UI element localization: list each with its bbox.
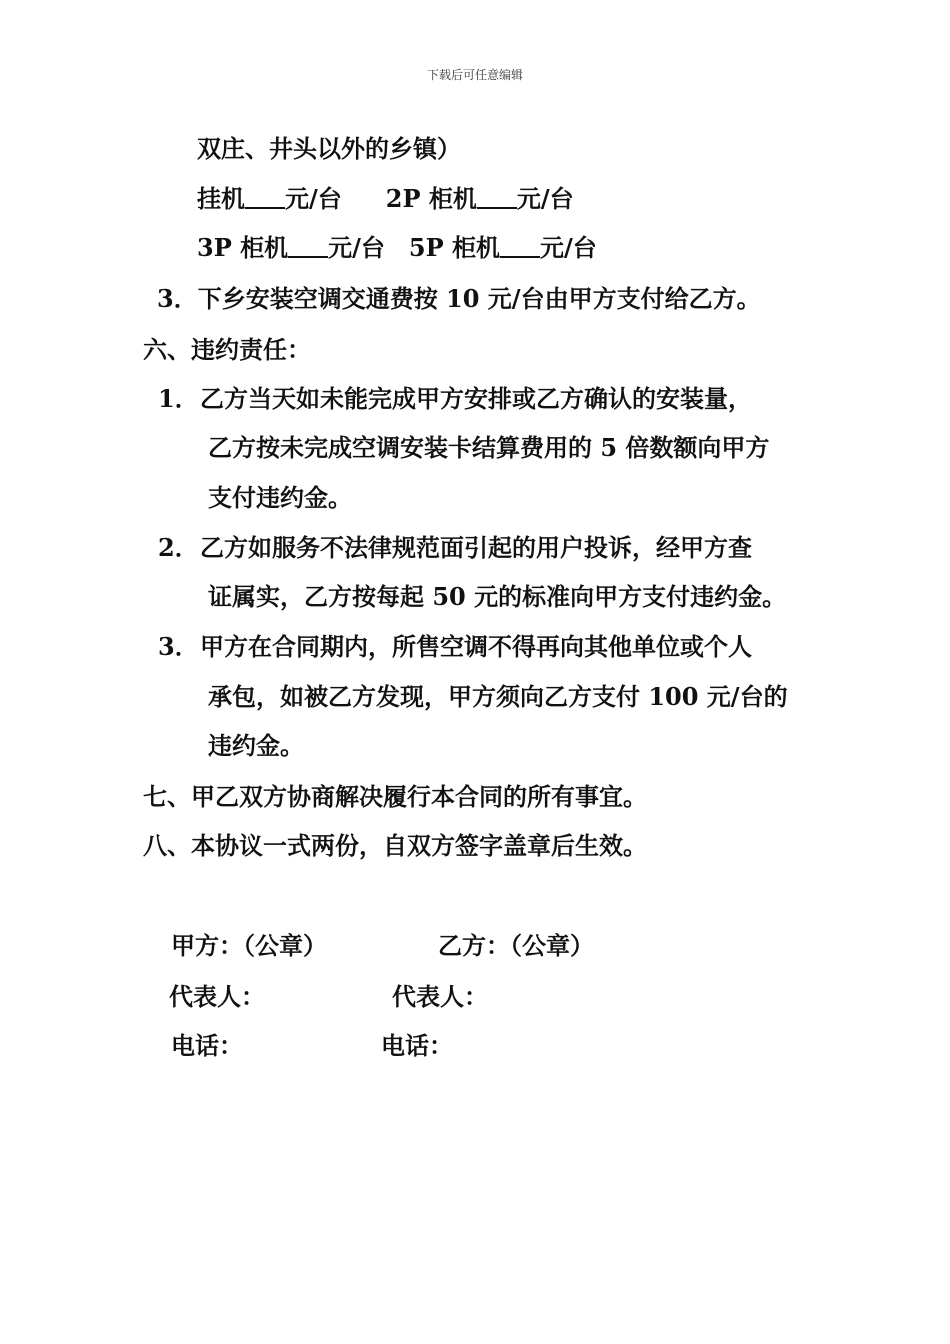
breach-item-2-line-2: 证属实，乙方按每起 50 元的标准向甲方支付违约金。	[208, 582, 787, 611]
party-b-phone-label: 电话：	[381, 1031, 453, 1060]
breach-item-1-number: 1．	[158, 384, 199, 413]
cabinet-3p-suffix: 元/台	[328, 233, 385, 262]
townships-line: 双庄、井头以外的乡镇）	[197, 134, 461, 163]
breach-item-1-line-2: 乙方按未完成空调安装卡结算费用的 5 倍数额向甲方	[208, 433, 770, 462]
clause-text: 下乡安装空调交通费按 10 元/台由甲方支付给乙方。	[197, 284, 761, 313]
clause-number: 3．	[157, 284, 198, 313]
breach-item-1-line-1: 乙方当天如未能完成甲方安排或乙方确认的安装量，	[200, 384, 752, 413]
section-8-text: 八、本协议一式两份，自双方签字盖章后生效。	[143, 831, 647, 860]
wall-unit-suffix: 元/台	[285, 184, 342, 213]
cabinet-2p-suffix: 元/台	[516, 184, 574, 213]
price-row-wall-2p	[197, 184, 574, 214]
wall-unit-label: 挂机	[197, 184, 245, 213]
party-a-seal-label: 甲方：（公章）	[171, 931, 327, 960]
party-b-representative-label: 代表人：	[392, 982, 488, 1011]
breach-item-1-line-3: 支付违约金。	[208, 483, 352, 512]
breach-item-3-number: 3．	[158, 632, 199, 661]
cabinet-5p-suffix: 元/台	[539, 233, 597, 262]
page-header-watermark: 下载后可任意编辑	[426, 68, 523, 82]
transport-fee-clause	[157, 284, 761, 314]
section-7-text: 七、甲乙双方协商解决履行本合同的所有事宜。	[143, 782, 647, 811]
cabinet-2p-label: 2P 柜机	[385, 184, 477, 213]
cabinet-5p-label: 5P 柜机	[408, 233, 500, 262]
cabinet-3p-label: 3P 柜机	[197, 233, 289, 262]
section-6-heading: 六、违约责任：	[143, 335, 311, 364]
cabinet-3p-price-blank	[288, 234, 328, 258]
party-b-seal-label: 乙方：（公章）	[438, 931, 594, 960]
wall-unit-price-blank	[245, 185, 285, 209]
price-row-3p-5p	[197, 233, 597, 263]
breach-item-2-line-1: 乙方如服务不法律规范面引起的用户投诉，经甲方查	[200, 533, 752, 562]
breach-item-3-line-3: 违约金。	[208, 731, 304, 760]
breach-item-3-line-1: 甲方在合同期内，所售空调不得再向其他单位或个人	[200, 632, 752, 661]
party-a-phone-label: 电话：	[171, 1031, 243, 1060]
breach-item-3-line-2: 承包，如被乙方发现，甲方须向乙方支付 100 元/台的	[208, 682, 788, 711]
party-a-representative-label: 代表人：	[169, 982, 265, 1011]
cabinet-5p-price-blank	[500, 234, 540, 258]
cabinet-2p-price-blank	[477, 185, 517, 209]
breach-item-2-number: 2．	[158, 533, 199, 562]
